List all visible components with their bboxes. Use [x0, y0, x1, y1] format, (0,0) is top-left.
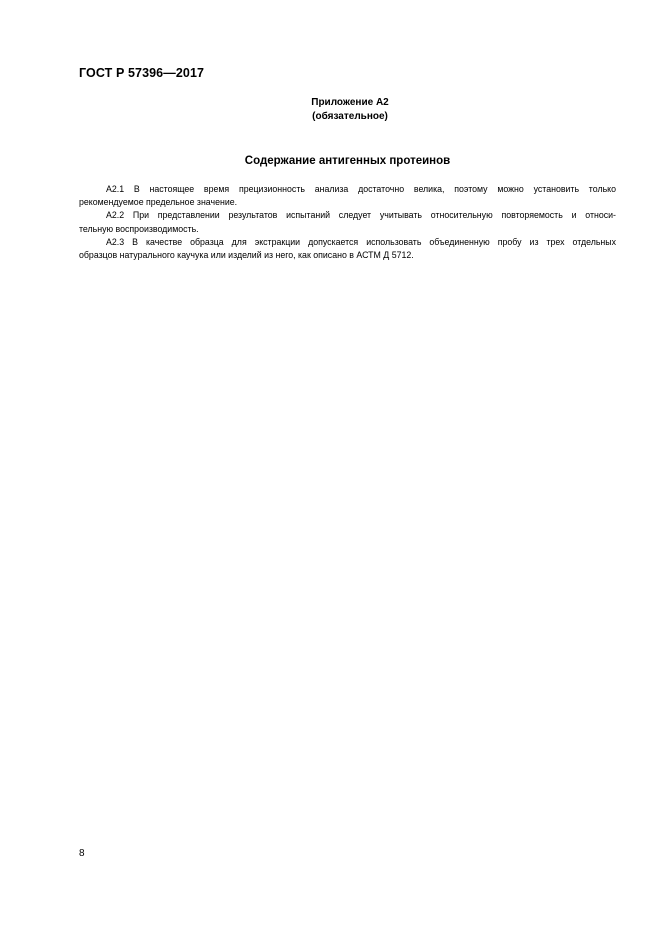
paragraph-line: А2.3 В качестве образца для экстракции допускается использовать объединенную пробу из трех отдельных	[106, 236, 616, 247]
paragraph-line: рекомендуемое предельное значение.	[79, 197, 238, 208]
appendix-title: Приложение А2	[311, 97, 389, 108]
paragraph-line: А2.1 В настоящее время прецизионность анализа достаточно велика, поэтому можно установить только	[106, 184, 616, 194]
paragraph-a2-3	[79, 236, 616, 262]
paragraph-line: тельную воспроизводимость.	[79, 223, 199, 234]
page-number: 8	[79, 848, 85, 859]
section-title: Содержание антигенных протеинов	[244, 155, 451, 167]
paragraph-line: образцов натурального каучука или изделий из него, как описано в АСТМ Д 5712.	[79, 249, 414, 260]
paragraph-a2-1	[79, 183, 616, 209]
paragraph-line: А2.2 При представлении результатов испытаний следует учитывать относительную повторяемость и относи-	[106, 210, 616, 221]
paragraph-a2-2	[79, 209, 616, 235]
body-text	[79, 183, 616, 262]
appendix-status: (обязательное)	[312, 111, 388, 122]
appendix-heading	[250, 96, 450, 124]
standard-code-header: ГОСТ Р 57396—2017	[79, 66, 205, 80]
